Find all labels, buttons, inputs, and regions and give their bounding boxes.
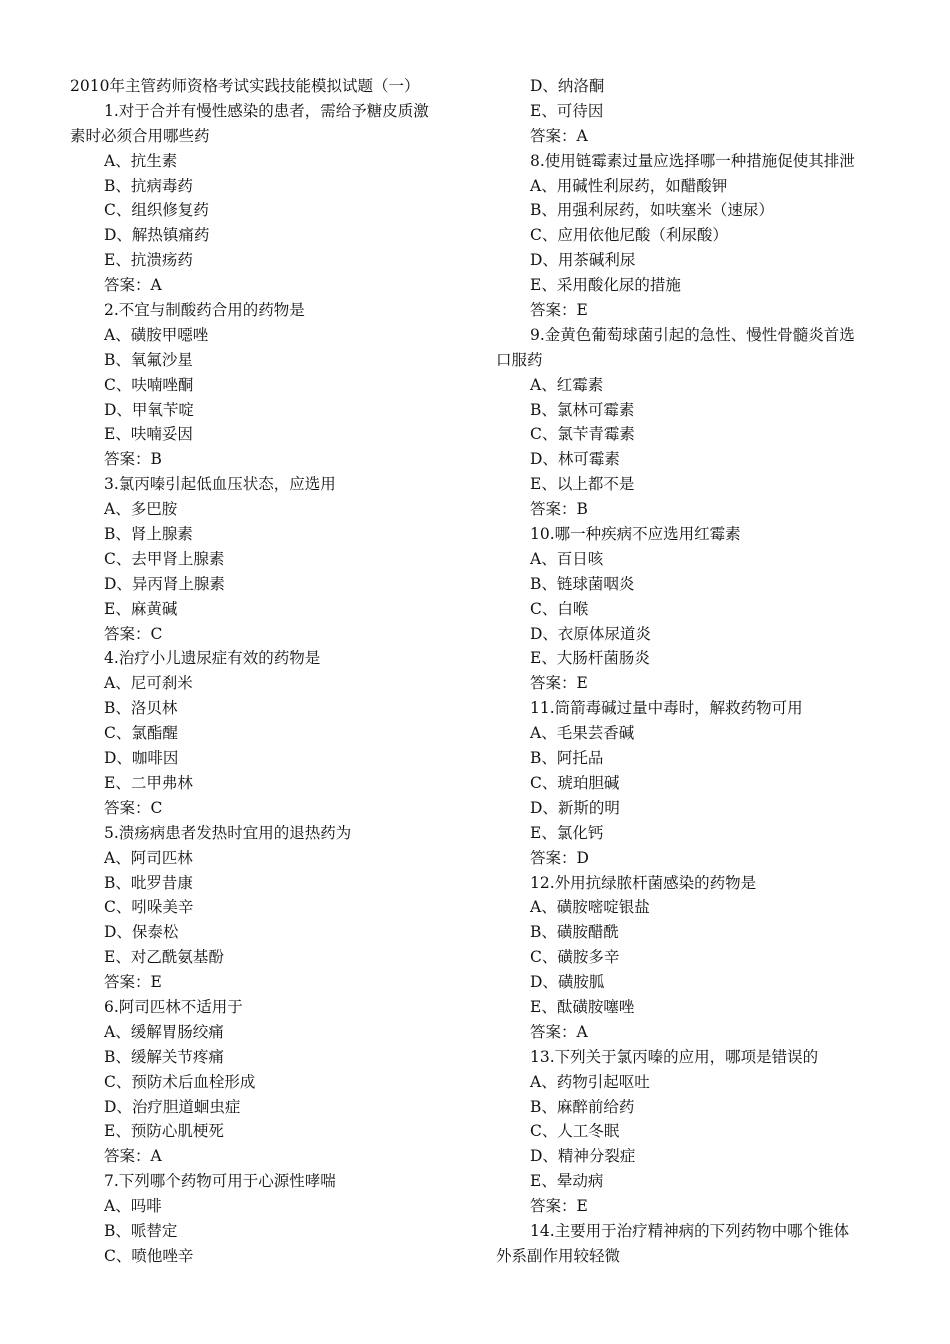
answer-option: B、阿托品 <box>530 749 604 768</box>
answer-option: C、人工冬眠 <box>530 1122 620 1141</box>
answer-key: 答案：B <box>104 450 162 469</box>
answer-option: B、链球菌咽炎 <box>530 574 635 593</box>
answer-option: A、用碱性利尿药，如醋酸钾 <box>530 176 728 195</box>
answer-option: C、氯酯醒 <box>104 724 178 743</box>
answer-option: E、抗溃疡药 <box>104 251 193 270</box>
answer-option: E、对乙酰氨基酚 <box>104 948 224 967</box>
answer-key: 答案：B <box>530 500 588 519</box>
answer-option: C、磺胺多辛 <box>530 948 620 967</box>
answer-option: C、去甲肾上腺素 <box>104 549 225 568</box>
answer-option: B、用强利尿药，如呋塞米（速尿） <box>530 201 774 220</box>
answer-option: A、吗啡 <box>104 1197 162 1216</box>
answer-option: B、抗病毒药 <box>104 176 193 195</box>
answer-key: 答案：E <box>104 973 162 992</box>
answer-option: D、保泰松 <box>104 923 179 942</box>
answer-option: C、吲哚美辛 <box>104 898 194 917</box>
answer-key: 答案：E <box>530 1197 588 1216</box>
question-text: 8.使用链霉素过量应选择哪一种措施促使其排泄 <box>530 151 855 170</box>
question-text-continued: 外系副作用较轻微 <box>496 1246 621 1265</box>
answer-option: B、氯林可霉素 <box>530 400 635 419</box>
answer-option: C、呋喃唑酮 <box>104 375 194 394</box>
answer-option: E、预防心肌梗死 <box>104 1122 224 1141</box>
document-title: 2010年主管药师资格考试实践技能模拟试题（一） <box>70 77 420 95</box>
answer-option: D、林可霉素 <box>530 450 620 469</box>
answer-key: 答案：D <box>530 848 589 867</box>
question-text: 12.外用抗绿脓杆菌感染的药物是 <box>530 873 757 892</box>
answer-option: E、呋喃妥因 <box>104 425 193 444</box>
answer-key: 答案：A <box>530 1022 588 1041</box>
question-text: 7.下列哪个药物可用于心源性哮喘 <box>104 1172 336 1191</box>
answer-option: D、异丙肾上腺素 <box>104 574 225 593</box>
answer-key: 答案：A <box>104 1147 162 1166</box>
answer-key: 答案：C <box>104 624 163 643</box>
answer-option: E、可待因 <box>530 101 604 120</box>
answer-option: A、毛果芸香碱 <box>530 724 635 743</box>
answer-option: D、甲氧苄啶 <box>104 400 194 419</box>
answer-option: D、治疗胆道蛔虫症 <box>104 1097 241 1116</box>
question-text-continued: 口服药 <box>496 350 543 369</box>
answer-option: A、阿司匹林 <box>104 848 193 867</box>
question-text: 13.下列关于氯丙嗪的应用，哪项是错误的 <box>530 1047 819 1066</box>
question-text: 9.金黄色葡萄球菌引起的急性、慢性骨髓炎首选 <box>530 325 855 344</box>
answer-option: A、磺胺甲噁唑 <box>104 325 209 344</box>
answer-option: A、抗生素 <box>104 151 178 170</box>
question-text-continued: 素时必须合用哪些药 <box>70 126 210 145</box>
answer-option: D、用茶碱利尿 <box>530 251 636 270</box>
answer-option: C、喷他唑辛 <box>104 1246 194 1265</box>
answer-option: E、采用酸化尿的措施 <box>530 276 681 295</box>
answer-option: B、吡罗昔康 <box>104 873 193 892</box>
answer-option: C、白喉 <box>530 599 589 618</box>
answer-option: E、酞磺胺噻唑 <box>530 997 635 1016</box>
answer-key: 答案：A <box>530 126 588 145</box>
answer-option: E、氯化钙 <box>530 823 604 842</box>
question-text: 5.溃疡病患者发热时宜用的退热药为 <box>104 823 352 842</box>
answer-option: A、红霉素 <box>530 375 604 394</box>
answer-option: A、百日咳 <box>530 549 604 568</box>
answer-option: D、纳洛酮 <box>530 77 605 95</box>
answer-option: C、应用依他尼酸（利尿酸） <box>530 226 728 245</box>
answer-option: B、氧氟沙星 <box>104 350 193 369</box>
right-column <box>496 74 894 1269</box>
answer-option: B、肾上腺素 <box>104 525 193 544</box>
question-text: 2.不宜与制酸药合用的药物是 <box>104 301 305 320</box>
answer-option: C、氯苄青霉素 <box>530 425 635 444</box>
answer-option: E、二甲弗林 <box>104 773 193 792</box>
answer-option: D、精神分裂症 <box>530 1147 636 1166</box>
answer-option: E、以上都不是 <box>530 475 635 494</box>
answer-option: C、预防术后血栓形成 <box>104 1072 256 1091</box>
answer-option: B、缓解关节疼痛 <box>104 1047 224 1066</box>
answer-option: E、晕动病 <box>530 1172 604 1191</box>
answer-option: D、解热镇痛药 <box>104 226 210 245</box>
answer-option: E、大肠杆菌肠炎 <box>530 649 650 668</box>
question-text: 1.对于合并有慢性感染的患者，需给予糖皮质激 <box>104 101 429 120</box>
answer-option: D、衣原体尿道炎 <box>530 624 651 643</box>
question-text: 10.哪一种疾病不应选用红霉素 <box>530 525 741 544</box>
answer-key: 答案：E <box>530 674 588 693</box>
answer-option: B、麻醉前给药 <box>530 1097 635 1116</box>
answer-option: C、组织修复药 <box>104 201 209 220</box>
answer-option: D、磺胺胍 <box>530 973 605 992</box>
question-text: 3.氯丙嗪引起低血压状态，应选用 <box>104 475 336 494</box>
answer-option: A、磺胺嘧啶银盐 <box>530 898 650 917</box>
answer-option: C、琥珀胆碱 <box>530 773 620 792</box>
answer-key: 答案：A <box>104 276 162 295</box>
question-text: 11.筒箭毒碱过量中毒时，解救药物可用 <box>530 699 803 718</box>
answer-option: A、缓解胃肠绞痛 <box>104 1022 224 1041</box>
answer-key: 答案：E <box>530 301 588 320</box>
answer-option: B、哌替定 <box>104 1221 178 1240</box>
answer-option: E、麻黄碱 <box>104 599 178 618</box>
left-column <box>70 74 468 1269</box>
answer-option: B、磺胺醋酰 <box>530 923 619 942</box>
answer-option: B、洛贝林 <box>104 699 178 718</box>
question-text: 4.治疗小儿遗尿症有效的药物是 <box>104 649 321 668</box>
answer-key: 答案：C <box>104 798 163 817</box>
answer-option: A、多巴胺 <box>104 500 178 519</box>
answer-option: D、咖啡因 <box>104 749 179 768</box>
answer-option: D、新斯的明 <box>530 798 620 817</box>
answer-option: A、尼可刹米 <box>104 674 193 693</box>
answer-option: A、药物引起呕吐 <box>530 1072 650 1091</box>
question-text: 6.阿司匹林不适用于 <box>104 997 243 1016</box>
question-text: 14.主要用于治疗精神病的下列药物中哪个锥体 <box>530 1221 850 1240</box>
